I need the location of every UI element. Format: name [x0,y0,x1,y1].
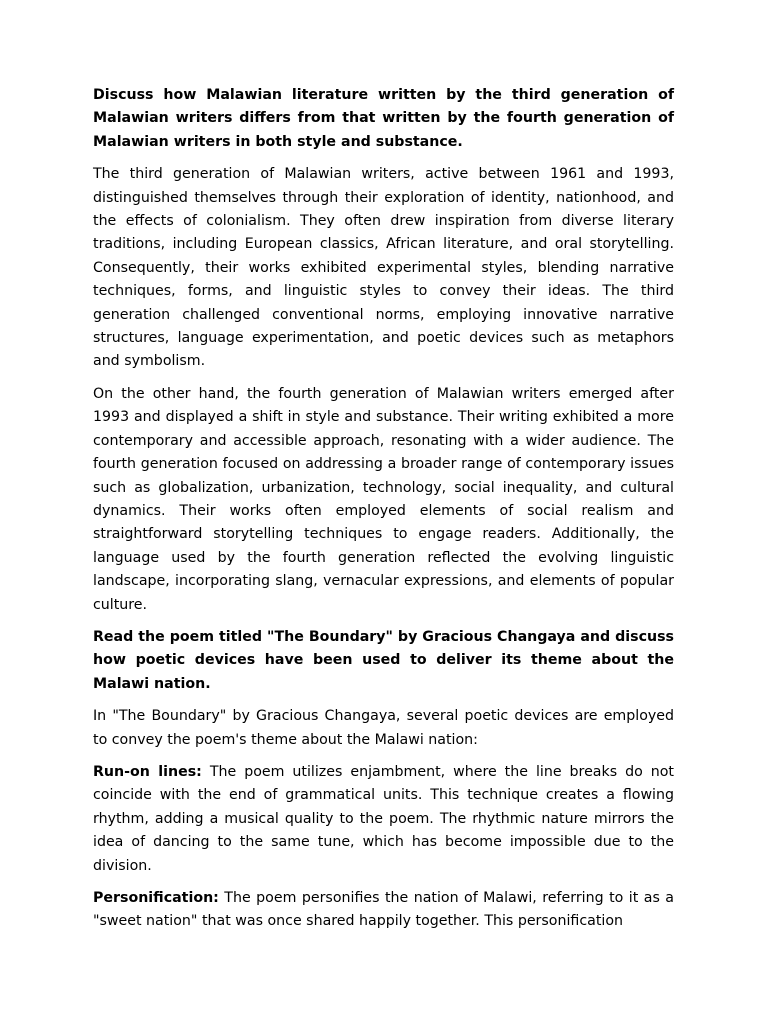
device-text-run-on-lines: The poem utilizes enjambment, where the line breaks do not coincide with the end of grammatical units. This technique creates a flowing rhythm, adding a musical quality to the poem. The rhythmic nature mirrors the idea of dancing to the same tune, which has become impossible due to the division. [93,763,674,874]
device-term-personification: Personification: [93,890,219,906]
document-page [93,84,674,943]
device-paragraph-personification [93,887,674,934]
answer-paragraph-2: On the other hand, the fourth generation of Malawian writers emerged after 1993 and displayed a shift in style and substance. Their writing exhibited a more contemporary and accessible approach, resonating with a wider audience. The fourth generation focused on addressing a broader range of contemporary issues such as globalization, urbanization, technology, social inequality, and cultural dynamics. Their works often employed elements of social realism and straightforward storytelling techniques to engage readers. Additionally, the language used by the fourth generation reflected the evolving linguistic landscape, incorporating slang, vernacular expressions, and elements of popular culture. [93,385,674,613]
device-text-personification: The poem personifies the nation of Malawi, referring to it as a "sweet nation" that was once shared happily together. This personification [93,890,674,930]
device-paragraph-run-on-lines [93,761,674,878]
device-term-run-on-lines: Run-on lines: [93,763,202,780]
answer-intro-paragraph: In "The Boundary" by Gracious Changaya, several poetic devices are employed to convey the poem's theme about the Malawi nation: [93,708,674,748]
question-heading-1: Discuss how Malawian literature written by the third generation of Malawian writers differs from that written by the fourth generation of Malawian writers in both style and substance. [93,87,674,150]
answer-paragraph-1: The third generation of Malawian writers, active between 1961 and 1993, distinguished themselves through their exploration of identity, nationhood, and the effects of colonialism. They often drew inspiration from diverse literary traditions, including European classics, African literature, and oral storytelling. Consequently, their works exhibited experimental styles, blending narrative techniques, forms, and linguistic styles to convey their ideas. The third generation challenged conventional norms, employing innovative narrative structures, language experimentation, and poetic devices such as metaphors and symbolism. [93,166,674,370]
question-heading-2: Read the poem titled "The Boundary" by Gracious Changaya and discuss how poetic devices have been used to deliver its theme about the Malawi nation. [93,628,674,692]
